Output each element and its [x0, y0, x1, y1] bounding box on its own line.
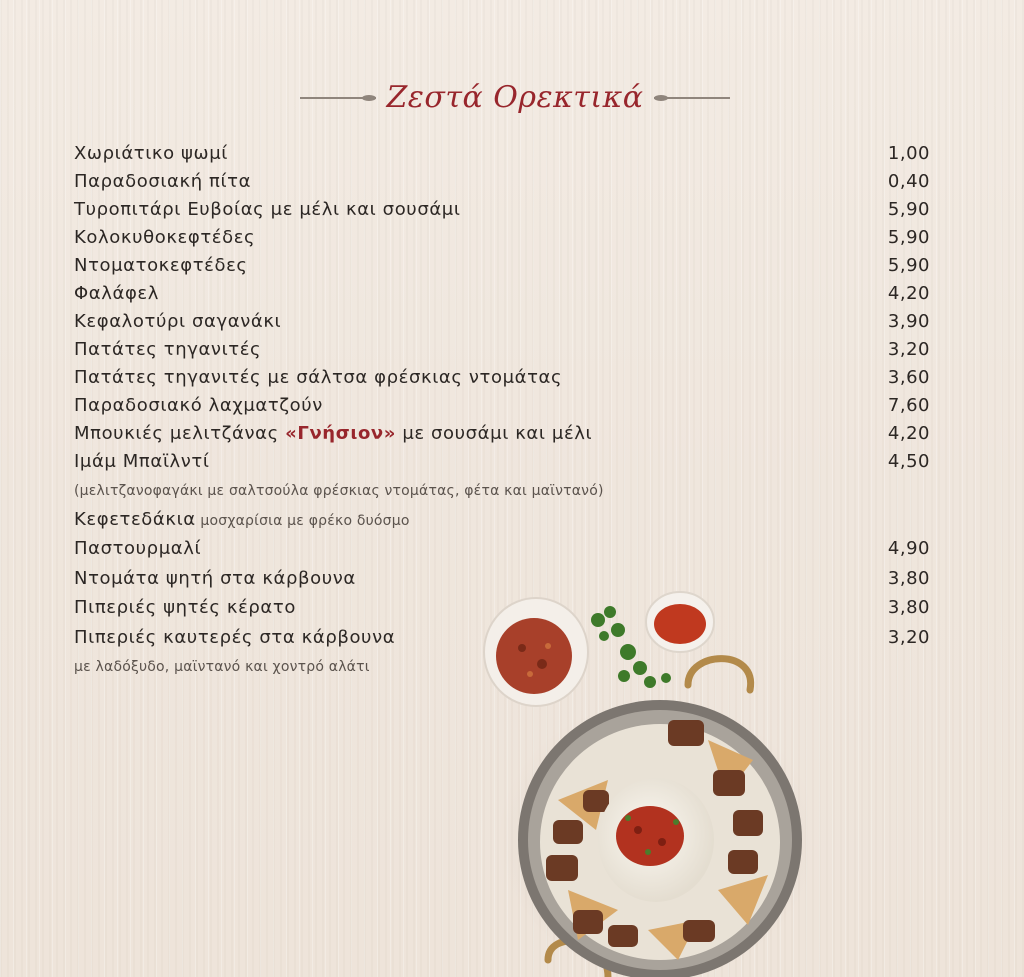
- item-price: 4,20: [887, 283, 930, 304]
- menu-item: [74, 534, 930, 564]
- item-name: [74, 506, 410, 535]
- title-ornament-left: [300, 97, 376, 99]
- item-name-part: με σουσάμι και μέλι: [396, 423, 593, 444]
- item-price: 4,90: [887, 538, 930, 559]
- menu-item: [74, 392, 930, 420]
- item-price: 0,40: [887, 171, 930, 192]
- title-ornament-right: [654, 97, 730, 99]
- item-name: Πιπεριές καυτερές στα κάρβουνα: [74, 626, 396, 648]
- brand-highlight: «Γνήσιον»: [285, 423, 397, 444]
- menu-item: [74, 308, 930, 336]
- section-title: Ζεστά Ορεκτικά: [386, 80, 644, 115]
- item-price: 4,20: [887, 423, 930, 444]
- menu-item: [74, 224, 930, 252]
- item-name: Πιπεριές ψητές κέρατο: [74, 597, 296, 618]
- item-price: 5,90: [887, 255, 930, 276]
- menu-item: [74, 364, 930, 392]
- item-name: Παραδοσιακό λαχματζούν: [74, 395, 323, 416]
- sauce-bowl: [484, 598, 588, 706]
- item-name: Κολοκυθοκεφτέδες: [74, 227, 256, 248]
- item-name: Τυροπιτάρι Ευβοίας με μέλι και σουσάμι: [74, 199, 461, 220]
- item-price: 4,50: [887, 451, 930, 472]
- yogurt-topping: [598, 778, 714, 902]
- food-photo: [478, 590, 808, 977]
- item-name: Πατάτες τηγανιτές: [74, 339, 262, 360]
- item-name-part: Μπουκιές μελιτζάνας: [74, 423, 286, 444]
- item-description: με λαδόξυδο, μαϊντανό και χοντρό αλάτι: [74, 659, 370, 675]
- pan-handle-top: [688, 659, 751, 690]
- item-price: 1,00: [887, 143, 930, 164]
- item-price: 5,90: [887, 199, 930, 220]
- menu-item: [74, 252, 930, 280]
- item-price: 7,60: [887, 395, 930, 416]
- item-name: Φαλάφελ: [74, 283, 160, 304]
- item-name: Χωριάτικο ψωμί: [74, 143, 228, 164]
- item-name: [74, 420, 592, 448]
- menu-item: [74, 140, 930, 168]
- item-price: 3,80: [887, 567, 930, 589]
- item-price: 3,20: [887, 339, 930, 360]
- menu-item: [74, 196, 930, 224]
- item-name: Ιμάμ Μπαϊλντί: [74, 451, 210, 472]
- item-price: 3,20: [887, 626, 930, 648]
- section-header: [0, 78, 1024, 118]
- item-name: Πατάτες τηγανιτές με σάλτσα φρέσκιας ντομάτας: [74, 367, 563, 388]
- menu-item: [74, 564, 930, 594]
- item-name: Ντομάτα ψητή στα κάρβουνα: [74, 567, 356, 589]
- menu-item: [74, 420, 930, 448]
- item-description: (μελιτζανοφαγάκι με σαλτσούλα φρέσκιας ντομάτας, φέτα και μαϊντανό): [74, 483, 604, 499]
- menu-item: [74, 280, 930, 308]
- menu-item: [74, 506, 930, 534]
- menu-item: [74, 336, 930, 364]
- item-price: 3,60: [887, 367, 930, 388]
- item-price: 3,80: [887, 597, 930, 618]
- item-name: Κεφαλοτύρι σαγανάκι: [74, 311, 282, 332]
- item-name-part: Κεφετεδάκια: [74, 509, 196, 530]
- item-name: Παστουρμαλί: [74, 538, 202, 559]
- item-price: 5,90: [887, 227, 930, 248]
- item-price: 3,90: [887, 311, 930, 332]
- menu-item: [74, 448, 930, 476]
- spice-bowl: [646, 592, 714, 652]
- item-description: μοσχαρίσια με φρέκο δυόσμο: [195, 513, 410, 529]
- menu-item: [74, 168, 930, 196]
- item-name: Παραδοσιακή πίτα: [74, 171, 252, 192]
- item-name: Ντοματοκεφτέδες: [74, 255, 248, 276]
